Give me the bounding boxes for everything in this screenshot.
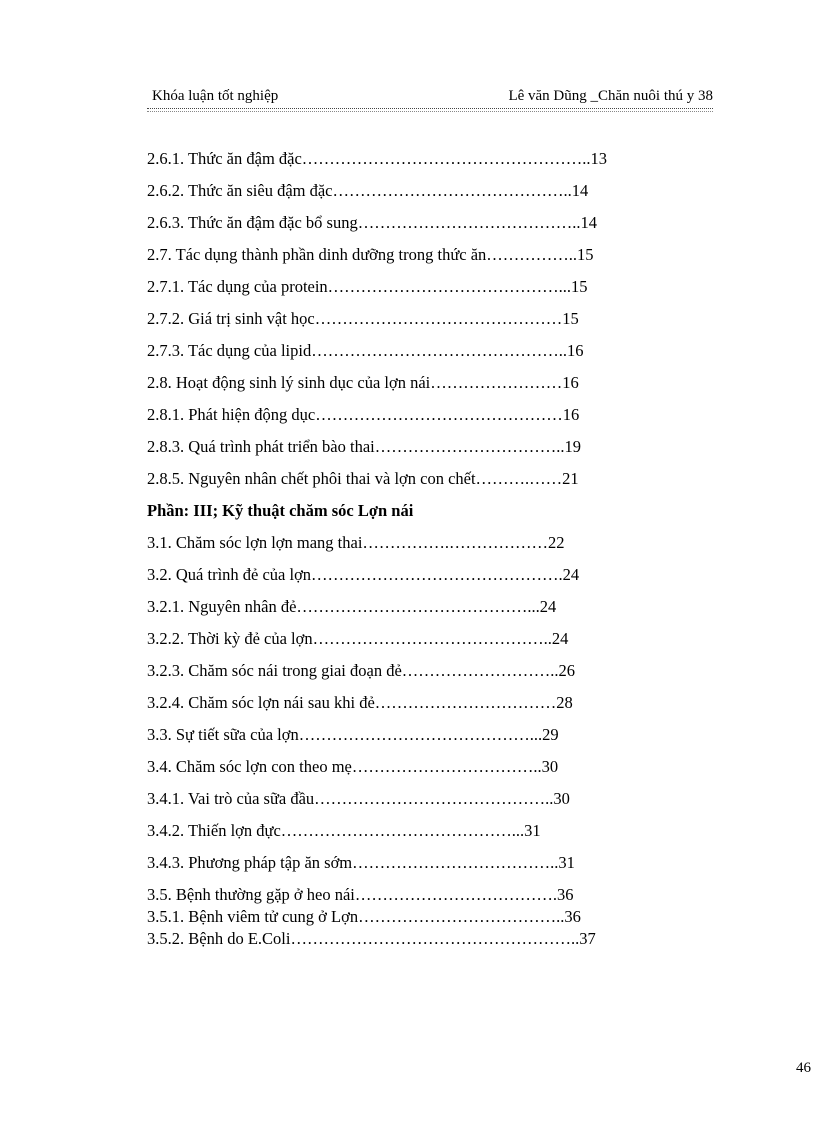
toc-entry: 2.7.2. Giá trị sinh vật học………………………………………15 <box>147 309 579 328</box>
toc-entry: 3.5. Bệnh thường gặp ở heo nái……………………………….36 <box>147 885 574 904</box>
toc-entry: 2.6.3. Thức ăn đậm đặc bổ sung…………………………………..14 <box>147 213 597 232</box>
toc-entry: 2.7. Tác dụng thành phần dinh dưỡng trong thức ăn……………..15 <box>147 245 594 264</box>
toc-section-heading: Phần: III; Kỹ thuật chăm sóc Lợn nái <box>147 501 414 520</box>
toc-entry: 3.4. Chăm sóc lợn con theo mẹ……………………………..30 <box>147 757 559 776</box>
toc-entry: 3.2. Quá trình đẻ của lợn……………………………………….24 <box>147 565 580 584</box>
toc-entry: 2.8. Hoạt động sinh lý sinh dục của lợn nái……………………16 <box>147 373 579 392</box>
header-divider <box>147 108 713 109</box>
toc-entry: 3.4.1. Vai trò của sữa đầu……………………………………..30 <box>147 789 570 808</box>
toc-entry: 3.4.2. Thiến lợn đực……………………………………...31 <box>147 821 541 840</box>
page-number: 46 <box>796 1060 811 1076</box>
header-divider-secondary <box>147 111 713 112</box>
toc-entry: 2.6.1. Thức ăn đậm đặc……………………………………………..13 <box>147 149 608 168</box>
toc-entry: 3.2.4. Chăm sóc lợn nái sau khi đẻ……………………………28 <box>147 693 573 712</box>
header-right-author: Lê văn Dũng _Chăn nuôi thú y 38 <box>508 88 713 104</box>
header-left-title: Khóa luận tốt nghiệp <box>152 88 279 104</box>
toc-entry: 3.1. Chăm sóc lợn lợn mang thai…………….………………22 <box>147 533 565 552</box>
toc-entry: 2.6.2. Thức ăn siêu đậm đặc……………………………………..14 <box>147 181 589 200</box>
toc-entry: 3.2.1. Nguyên nhân đẻ……………………………………...24 <box>147 597 557 616</box>
toc-entry: 3.5.1. Bệnh viêm tử cung ở Lợn………………………………..36 <box>147 907 581 926</box>
toc-entry: 3.4.3. Phương pháp tập ăn sớm………………………………..31 <box>147 853 575 872</box>
toc-entry: 3.2.2. Thời kỳ đẻ của lợn……………………………………..24 <box>147 629 569 648</box>
toc-entry: 2.8.3. Quá trình phát triển bào thai……………………………..19 <box>147 437 581 456</box>
toc-entry: 3.5.2. Bệnh do E.Coli……………………………………………..37 <box>147 929 596 948</box>
toc-entry: 2.8.1. Phát hiện động dục………………………………………16 <box>147 405 580 424</box>
toc-entry: 3.3. Sự tiết sữa của lợn……………………………………...29 <box>147 725 559 744</box>
page-header <box>147 86 713 106</box>
toc-entry: 2.7.1. Tác dụng của protein……………………………………...15 <box>147 277 588 296</box>
toc-entry: 3.2.3. Chăm sóc nái trong giai đoạn đẻ………………………..26 <box>147 661 576 680</box>
toc-entry: 2.8.5. Nguyên nhân chết phôi thai và lợn con chết……….……21 <box>147 469 579 488</box>
toc-entry: 2.7.3. Tác dụng của lipid………………………………………..16 <box>147 341 584 360</box>
